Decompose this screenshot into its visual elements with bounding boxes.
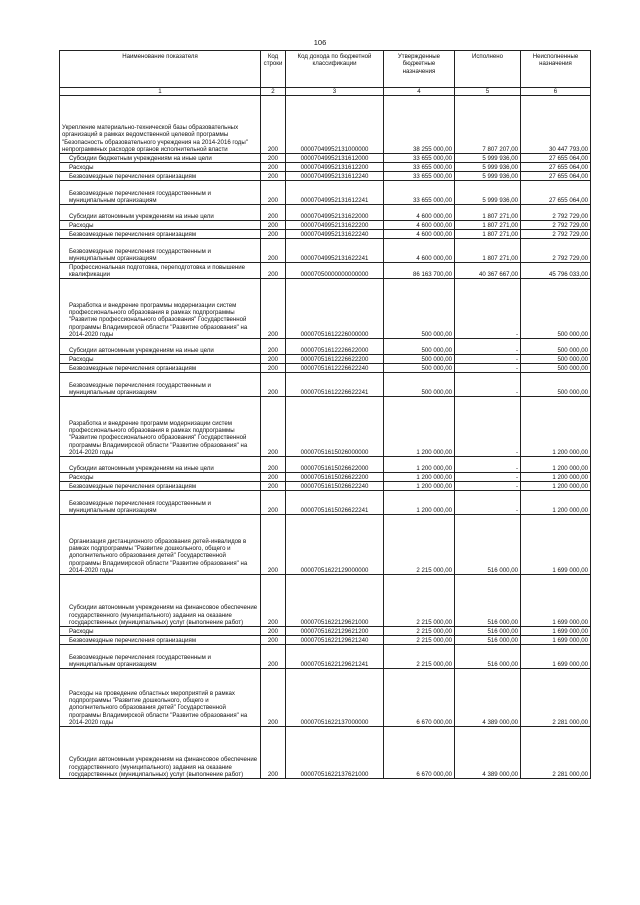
row-indicator-name: Безвозмездные перечисления организациям	[60, 482, 261, 491]
row-executed: -	[455, 355, 521, 364]
row-unexecuted: 1 200 000,00	[521, 482, 591, 491]
row-line-code: 200	[261, 279, 286, 339]
row-income-code: 00007051615026622241	[286, 491, 384, 515]
row-income-code: 00007050000000000000	[286, 263, 384, 279]
row-unexecuted: 2 792 729,00	[521, 239, 591, 263]
row-indicator-name: Субсидии автономным учреждениям на иные цели	[60, 339, 261, 355]
row-line-code: 200	[261, 154, 286, 163]
column-number: 5	[455, 88, 521, 96]
column-number: 6	[521, 88, 591, 96]
row-approved: 500 000,00	[384, 355, 455, 364]
row-approved: 38 255 000,00	[384, 96, 455, 154]
row-executed: 5 999 936,00	[455, 172, 521, 181]
row-line-code: 200	[261, 221, 286, 230]
table-row	[60, 669, 591, 727]
table-row	[60, 205, 591, 221]
row-income-code: 00007051622129621200	[286, 627, 384, 636]
row-income-code: 00007049952131612240	[286, 172, 384, 181]
row-indicator-name: Профессиональная подготовка, переподготовка и повышение квалификации	[60, 263, 261, 279]
table-row	[60, 636, 591, 645]
row-income-code: 00007051622129621240	[286, 636, 384, 645]
row-income-code: 00007051612226622241	[286, 373, 384, 397]
header-executed: Исполнено	[455, 51, 521, 88]
row-income-code: 00007049952131000000	[286, 96, 384, 154]
row-approved: 33 655 000,00	[384, 181, 455, 205]
row-unexecuted: 1 200 000,00	[521, 473, 591, 482]
table-row	[60, 627, 591, 636]
row-indicator-name: Организация дистанционного образования детей-инвалидов в рамках подпрограммы "Развитие дошкольного, общего и дополнительного образования детей" Государственной программы Владимирской области "Развитие образования" на 2014-2020 годы	[60, 515, 261, 575]
row-unexecuted: 27 655 064,00	[521, 163, 591, 172]
row-approved: 1 200 000,00	[384, 397, 455, 457]
row-approved: 4 600 000,00	[384, 230, 455, 239]
row-unexecuted: 1 699 000,00	[521, 627, 591, 636]
row-line-code: 200	[261, 669, 286, 727]
row-income-code: 00007049952131622000	[286, 205, 384, 221]
row-income-code: 00007051622129621000	[286, 575, 384, 627]
row-approved: 2 215 000,00	[384, 627, 455, 636]
row-executed: 516 000,00	[455, 575, 521, 627]
row-unexecuted: 1 200 000,00	[521, 457, 591, 473]
row-approved: 1 200 000,00	[384, 473, 455, 482]
row-income-code: 00007049952131612241	[286, 181, 384, 205]
header-line-code: Код строки	[261, 51, 286, 88]
row-executed: 5 999 936,00	[455, 163, 521, 172]
row-approved: 500 000,00	[384, 373, 455, 397]
row-unexecuted: 27 655 064,00	[521, 181, 591, 205]
row-executed: -	[455, 482, 521, 491]
row-unexecuted: 27 655 064,00	[521, 172, 591, 181]
page-number: 106	[313, 38, 327, 47]
row-approved: 6 670 000,00	[384, 727, 455, 779]
row-line-code: 200	[261, 636, 286, 645]
row-executed: 4 389 000,00	[455, 727, 521, 779]
row-approved: 500 000,00	[384, 339, 455, 355]
row-income-code: 00007051612226000000	[286, 279, 384, 339]
row-unexecuted: 45 796 033,00	[521, 263, 591, 279]
row-line-code: 200	[261, 163, 286, 172]
row-unexecuted: 27 655 064,00	[521, 154, 591, 163]
row-line-code: 200	[261, 515, 286, 575]
row-executed: 4 389 000,00	[455, 669, 521, 727]
row-indicator-name: Расходы	[60, 163, 261, 172]
row-line-code: 200	[261, 457, 286, 473]
row-line-code: 200	[261, 645, 286, 669]
row-line-code: 200	[261, 491, 286, 515]
row-executed: -	[455, 279, 521, 339]
row-line-code: 200	[261, 230, 286, 239]
row-line-code: 200	[261, 482, 286, 491]
header-income-code: Код дохода по бюджетной классификации	[286, 51, 384, 88]
row-income-code: 00007051622129000000	[286, 515, 384, 575]
row-approved: 4 600 000,00	[384, 205, 455, 221]
row-indicator-name: Разработка и внедрение программы модернизации систем профессионального образования в рамках подпрограммы "Развитие профессионального образования" Государственной программы Владимирской области "Развитие образования" на 2014-2020 годы	[60, 279, 261, 339]
table-row	[60, 373, 591, 397]
row-unexecuted: 2 792 729,00	[521, 230, 591, 239]
row-indicator-name: Субсидии автономным учреждениям на иные цели	[60, 457, 261, 473]
row-line-code: 200	[261, 96, 286, 154]
row-line-code: 200	[261, 727, 286, 779]
row-executed: 516 000,00	[455, 515, 521, 575]
row-indicator-name: Субсидии автономным учреждениям на финансовое обеспечение государственного (муниципального) задания на оказание государственных (муниципальных) услуг (выполнение работ)	[60, 575, 261, 627]
table-row	[60, 163, 591, 172]
header-indicator-name: Наименование показателя	[60, 51, 261, 88]
row-line-code: 200	[261, 575, 286, 627]
row-executed: -	[455, 457, 521, 473]
row-income-code: 00007049952131622240	[286, 230, 384, 239]
row-income-code: 00007049952131612000	[286, 154, 384, 163]
table-row	[60, 491, 591, 515]
row-indicator-name: Безвозмездные перечисления государственным и муниципальным организациям	[60, 491, 261, 515]
row-unexecuted: 1 699 000,00	[521, 636, 591, 645]
row-approved: 1 200 000,00	[384, 457, 455, 473]
table-row	[60, 515, 591, 575]
row-unexecuted: 500 000,00	[521, 355, 591, 364]
row-unexecuted: 2 792 729,00	[521, 205, 591, 221]
table-row	[60, 263, 591, 279]
row-indicator-name: Безвозмездные перечисления государственным и муниципальным организациям	[60, 239, 261, 263]
row-indicator-name: Безвозмездные перечисления государственным и муниципальным организациям	[60, 645, 261, 669]
row-executed: 516 000,00	[455, 627, 521, 636]
row-indicator-name: Субсидии автономным учреждениям на иные цели	[60, 205, 261, 221]
column-number: 2	[261, 88, 286, 96]
row-line-code: 200	[261, 473, 286, 482]
row-executed: -	[455, 339, 521, 355]
row-income-code: 00007049952131622241	[286, 239, 384, 263]
column-number: 1	[60, 88, 261, 96]
row-approved: 33 655 000,00	[384, 163, 455, 172]
row-indicator-name: Разработка и внедрение программ модернизации систем профессионального образования в рамках подпрограммы "Развитие профессионального образования" Государственной программы Владимирской области "Развитие образования" на 2014-2020 годы	[60, 397, 261, 457]
row-unexecuted: 30 447 793,00	[521, 96, 591, 154]
row-approved: 2 215 000,00	[384, 636, 455, 645]
row-unexecuted: 500 000,00	[521, 339, 591, 355]
table-row	[60, 181, 591, 205]
row-indicator-name: Расходы	[60, 473, 261, 482]
row-executed: 1 807 271,00	[455, 239, 521, 263]
row-line-code: 200	[261, 364, 286, 373]
row-indicator-name: Безвозмездные перечисления организациям	[60, 364, 261, 373]
row-indicator-name: Безвозмездные перечисления государственным и муниципальным организациям	[60, 373, 261, 397]
row-approved: 1 200 000,00	[384, 482, 455, 491]
row-line-code: 200	[261, 263, 286, 279]
table-row	[60, 239, 591, 263]
row-line-code: 200	[261, 172, 286, 181]
row-executed: 5 999 936,00	[455, 154, 521, 163]
row-indicator-name: Расходы	[60, 221, 261, 230]
row-approved: 2 215 000,00	[384, 515, 455, 575]
row-unexecuted: 1 699 000,00	[521, 645, 591, 669]
header-row	[60, 51, 591, 88]
column-number: 4	[384, 88, 455, 96]
row-indicator-name: Расходы	[60, 627, 261, 636]
row-unexecuted: 500 000,00	[521, 279, 591, 339]
header-approved: Утвержденные бюджетные назначения	[384, 51, 455, 88]
row-approved: 500 000,00	[384, 279, 455, 339]
table-row	[60, 364, 591, 373]
row-approved: 1 200 000,00	[384, 491, 455, 515]
row-approved: 4 600 000,00	[384, 239, 455, 263]
table-row	[60, 96, 591, 154]
row-executed: 516 000,00	[455, 645, 521, 669]
row-executed: 40 367 667,00	[455, 263, 521, 279]
row-income-code: 00007049952131612200	[286, 163, 384, 172]
row-indicator-name: Безвозмездные перечисления организациям	[60, 172, 261, 181]
row-indicator-name: Субсидии автономным учреждениям на финансовое обеспечение государственного (муниципального) задания на оказание государственных (муниципальных) услуг (выполнение работ)	[60, 727, 261, 779]
row-unexecuted: 1 699 000,00	[521, 515, 591, 575]
row-indicator-name: Расходы на проведение областных мероприятий в рамках подпрограммы "Развитие дошкольного, общего и дополнительного образования детей" Государственной программы Владимирской области "Развитие образования" на 2014-2020 годы	[60, 669, 261, 727]
table-row	[60, 575, 591, 627]
table-row	[60, 355, 591, 364]
row-unexecuted: 2 281 000,00	[521, 727, 591, 779]
row-executed: 516 000,00	[455, 636, 521, 645]
row-approved: 33 655 000,00	[384, 154, 455, 163]
row-income-code: 00007051622137621000	[286, 727, 384, 779]
row-executed: -	[455, 491, 521, 515]
row-executed: 5 999 936,00	[455, 181, 521, 205]
row-executed: -	[455, 373, 521, 397]
table-row	[60, 154, 591, 163]
row-executed: 7 807 207,00	[455, 96, 521, 154]
row-executed: -	[455, 397, 521, 457]
budget-execution-table	[59, 50, 591, 779]
row-income-code: 00007051615026622200	[286, 473, 384, 482]
row-indicator-name: Расходы	[60, 355, 261, 364]
row-unexecuted: 1 699 000,00	[521, 575, 591, 627]
row-executed: -	[455, 473, 521, 482]
row-executed: 1 807 271,00	[455, 221, 521, 230]
table-row	[60, 482, 591, 491]
row-indicator-name: Безвозмездные перечисления государственным и муниципальным организациям	[60, 181, 261, 205]
row-line-code: 200	[261, 239, 286, 263]
table-row	[60, 473, 591, 482]
row-unexecuted: 2 281 000,00	[521, 669, 591, 727]
row-executed: 1 807 271,00	[455, 205, 521, 221]
row-executed: -	[455, 364, 521, 373]
row-line-code: 200	[261, 373, 286, 397]
row-unexecuted: 1 200 000,00	[521, 491, 591, 515]
row-indicator-name: Безвозмездные перечисления организациям	[60, 230, 261, 239]
row-indicator-name: Безвозмездные перечисления организациям	[60, 636, 261, 645]
row-income-code: 00007051612226622000	[286, 339, 384, 355]
row-income-code: 00007051622129621241	[286, 645, 384, 669]
row-executed: 1 807 271,00	[455, 230, 521, 239]
row-unexecuted: 500 000,00	[521, 364, 591, 373]
table-row	[60, 172, 591, 181]
header-unexecuted: Неисполненные назначения	[521, 51, 591, 88]
row-line-code: 200	[261, 355, 286, 364]
row-income-code: 00007051615026622240	[286, 482, 384, 491]
row-income-code: 00007051615026000000	[286, 397, 384, 457]
column-number: 3	[286, 88, 384, 96]
row-income-code: 00007051615026622000	[286, 457, 384, 473]
row-unexecuted: 2 792 729,00	[521, 221, 591, 230]
row-approved: 6 670 000,00	[384, 669, 455, 727]
table-row	[60, 397, 591, 457]
row-unexecuted: 500 000,00	[521, 373, 591, 397]
row-income-code: 00007049952131622200	[286, 221, 384, 230]
row-income-code: 00007051612226622240	[286, 364, 384, 373]
row-approved: 500 000,00	[384, 364, 455, 373]
row-line-code: 200	[261, 205, 286, 221]
row-indicator-name: Субсидии бюджетным учреждениям на иные цели	[60, 154, 261, 163]
row-line-code: 200	[261, 627, 286, 636]
table-row	[60, 230, 591, 239]
table-row	[60, 339, 591, 355]
row-approved: 33 655 000,00	[384, 172, 455, 181]
row-line-code: 200	[261, 397, 286, 457]
row-line-code: 200	[261, 181, 286, 205]
row-indicator-name: Укрепление материально-технической базы образовательных организаций в рамках ведомственной целевой программы "Безопасность образовательного учреждения на 2014-2016 годы" непрограммных расходов органов исполнительной власти	[60, 96, 261, 154]
table-row	[60, 221, 591, 230]
table-row	[60, 457, 591, 473]
row-approved: 4 600 000,00	[384, 221, 455, 230]
row-income-code: 00007051622137000000	[286, 669, 384, 727]
row-line-code: 200	[261, 339, 286, 355]
row-income-code: 00007051612226622200	[286, 355, 384, 364]
row-approved: 86 163 700,00	[384, 263, 455, 279]
table-row	[60, 727, 591, 779]
table-row	[60, 279, 591, 339]
row-unexecuted: 1 200 000,00	[521, 397, 591, 457]
column-number-row	[60, 88, 591, 96]
table-row	[60, 645, 591, 669]
row-approved: 2 215 000,00	[384, 575, 455, 627]
row-approved: 2 215 000,00	[384, 645, 455, 669]
